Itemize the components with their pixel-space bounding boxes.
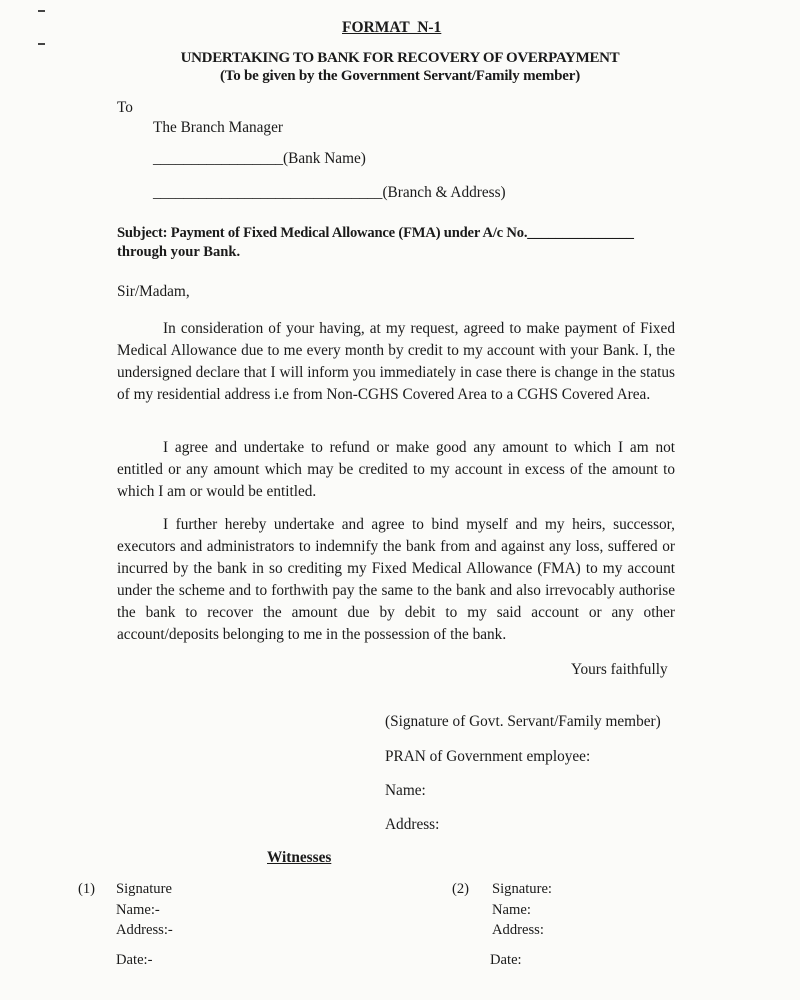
paragraph-1: In consideration of your having, at my request, agreed to make payment of Fixed Medical Allowance due to me every month by credit to my account with your Bank. I, the undersigned declare that I will inform you immediately in case there is change in the status of my residential address i.e from Non-CGHS Covered Area to a CGHS Covered Area. <box>117 320 675 403</box>
witness-2-name: Name: <box>492 902 531 918</box>
witness-2-signature: Signature: <box>492 881 552 897</box>
yours-faithfully: Yours faithfully <box>571 661 668 678</box>
witness-1-address: Address:- <box>116 922 173 938</box>
witness-2-address: Address: <box>492 922 544 938</box>
witnesses-heading: Witnesses <box>267 849 332 866</box>
format-label: FORMAT N-1 <box>342 19 442 36</box>
subject-line-2: through your Bank. <box>117 244 241 260</box>
bank-name-label: (Bank Name) <box>283 150 366 167</box>
witness-2-date: Date: <box>490 952 522 968</box>
witness-1-signature: Signature <box>116 881 172 897</box>
document-title: UNDERTAKING TO BANK FOR RECOVERY OF OVERPAYMENT <box>180 50 620 66</box>
witness-2-number: (2) <box>452 881 470 897</box>
witness-1-number: (1) <box>78 881 96 897</box>
witness-1-name: Name:- <box>116 902 160 918</box>
bank-name-blank[interactable]: _________________ <box>153 150 284 167</box>
branch-line <box>153 184 506 202</box>
to-label: To <box>117 99 133 116</box>
scan-mark-bottom <box>38 43 45 45</box>
salutation: Sir/Madam, <box>117 283 190 300</box>
paragraph-3: I further hereby undertake and agree to bind myself and my heirs, successor, executors and administrators to indemnify the bank from and against any loss, suffered or incurred by the bank in so crediting my Fixed Medical Allowance (FMA) to my account under the scheme and to forthwith pay the same to the bank and also irrevocably authorise the bank to recover the amount due by debit to my said account or any other account/deposits belonging to me in the possession of the bank. <box>117 516 675 643</box>
subject-line-1 <box>117 225 634 242</box>
document-subtitle: (To be given by the Government Servant/Family member) <box>219 68 581 84</box>
recipient: The Branch Manager <box>153 119 283 136</box>
name-label: Name: <box>385 782 426 799</box>
branch-label: (Branch & Address) <box>382 184 506 201</box>
witness-1-date: Date:- <box>116 952 153 968</box>
branch-blank[interactable]: ______________________________ <box>153 184 383 201</box>
account-number-blank[interactable]: _______________ <box>527 225 634 241</box>
scan-mark-top <box>38 10 45 12</box>
bank-name-line <box>153 150 366 168</box>
subject-text: Subject: Payment of Fixed Medical Allowance (FMA) under A/c No. <box>117 225 528 241</box>
pran-label: PRAN of Government employee: <box>385 748 591 765</box>
paragraph-2: I agree and undertake to refund or make good any amount to which I am not entitled or any amount which may be credited to my account in excess of the amount to which I am or would be entitled. <box>117 439 675 500</box>
address-label: Address: <box>385 816 440 833</box>
signature-label: (Signature of Govt. Servant/Family member) <box>385 713 661 730</box>
